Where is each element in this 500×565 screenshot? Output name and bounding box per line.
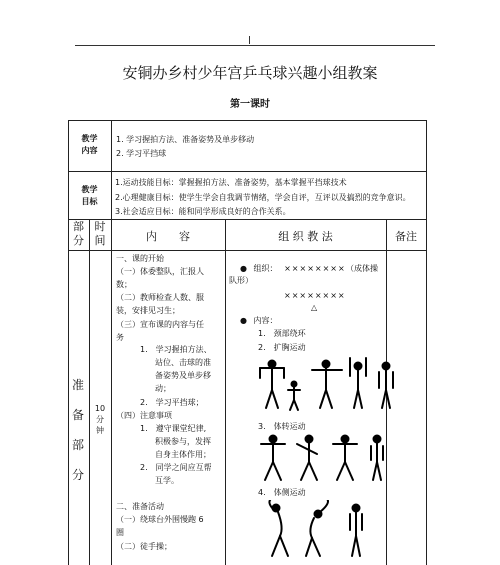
content-line: 2. 同学之间应互帮: [140, 463, 212, 472]
content-line: 备姿势及单步移: [155, 371, 211, 380]
time-column-divider: [111, 219, 112, 565]
stick-figure: [350, 504, 362, 556]
part-column-header: 部 分: [73, 220, 84, 247]
stick-figure: [260, 360, 284, 408]
teaching-goals-label: 教学 目标: [81, 185, 98, 206]
table-border-top: [68, 120, 426, 121]
bullet-icon: ●: [240, 264, 247, 273]
content-line: 二、准备活动: [116, 502, 164, 511]
note-column-header: 备注: [395, 230, 417, 243]
content-line: （四）注意事项: [116, 411, 172, 420]
stick-figure: [297, 435, 317, 480]
content-line: 1. 学习握拍方法、: [140, 345, 212, 354]
content-line: 务: [116, 333, 124, 342]
stick-figure: [269, 500, 288, 556]
content-line: 数；: [116, 280, 132, 289]
organization-item: ● 组织： ××××××××: [240, 264, 346, 273]
content-line: （三）宣布课的内容与任: [116, 320, 204, 329]
formation-note: 队形）: [229, 276, 253, 285]
row-divider-content: [68, 171, 426, 172]
prep-time-label: 10 分 钟: [94, 404, 106, 435]
content-line: 一、课的开始: [116, 254, 164, 263]
teaching-content-label: 教学 内容: [81, 134, 98, 155]
bullet-icon: ●: [240, 316, 247, 325]
content-line: 互学。: [155, 476, 179, 485]
exercise-item: 3. 体转运动: [258, 422, 306, 431]
stick-figure: [306, 500, 328, 556]
side-bend-figures: [262, 500, 382, 560]
exercise-item: 1. 颈部绕环: [258, 329, 306, 338]
content-line: 装，安排见习生；: [116, 306, 180, 315]
content-line: 动；: [155, 384, 171, 393]
method-column-header: 组 织 教 法: [278, 230, 333, 243]
content-line: （一）体委整队，汇报人: [116, 267, 204, 276]
stick-figure: [261, 435, 285, 480]
stick-figure: [379, 362, 393, 408]
stick-figure: [312, 360, 342, 408]
formation-row: ××××××××: [284, 291, 346, 300]
content-line: （二）徒手操；: [116, 542, 172, 551]
content-column-header: 内 容: [146, 230, 190, 243]
chest-expansion-figures: [250, 356, 400, 416]
exercise-item: 4. 体侧运动: [258, 488, 306, 497]
stick-figure: [350, 358, 366, 408]
content-line: 自身主体作用；: [155, 450, 211, 459]
stick-figure: [288, 381, 300, 410]
teaching-goal-item: 2.心理健康目标：使学生学会自我调节情绪，学会自评，互评以及搞烈的竞争意识。: [115, 193, 411, 202]
exercise-item: 2. 扩胸运动: [258, 343, 306, 352]
label-column-divider: [111, 120, 112, 219]
page-title: 安铜办乡村少年宫乒乓球兴趣小组教案: [122, 64, 378, 82]
stick-figure: [371, 435, 383, 480]
prep-part-label: 准 备 部 分: [71, 378, 84, 482]
content-line: 站位、击球的准: [155, 358, 211, 367]
content-line: 2. 学习平挡球；: [140, 398, 204, 407]
trunk-rotation-figures: [255, 432, 405, 484]
row-divider-goals: [68, 219, 426, 220]
teaching-goal-item: 1.运动技能目标：掌握握拍方法、准备姿势，基本掌握平挡球技术: [115, 178, 347, 187]
row-divider-header: [68, 250, 426, 251]
content-column-divider: [225, 219, 226, 565]
content-line: 1. 遵守课堂纪律,: [140, 424, 207, 433]
header-tick: [249, 36, 250, 44]
content-line: 积极参与，发挥: [155, 437, 211, 446]
header-rule: [75, 45, 435, 46]
part-column-divider: [89, 219, 90, 565]
exercise-content-heading: ● 内容：: [240, 316, 278, 325]
table-border-right: [426, 120, 427, 565]
stick-figure: [333, 435, 357, 480]
content-line: （一）绕球台外围慢跑 6: [116, 515, 204, 524]
time-column-header: 时 间: [94, 220, 106, 247]
teaching-goal-item: 3.社会适应目标：能和同学形成良好的合作关系。: [115, 207, 291, 216]
formation-note: （成体操: [346, 264, 378, 273]
content-line: 圈: [116, 528, 124, 537]
content-line: （二）教师检查人数、服: [116, 293, 204, 302]
lesson-number: 第一课时: [230, 99, 270, 110]
teaching-content-item: 2. 学习平挡球: [116, 149, 167, 158]
teacher-triangle-icon: △: [311, 303, 318, 312]
teaching-content-item: 1. 学习握拍方法、准备姿势及单步移动: [116, 135, 255, 144]
